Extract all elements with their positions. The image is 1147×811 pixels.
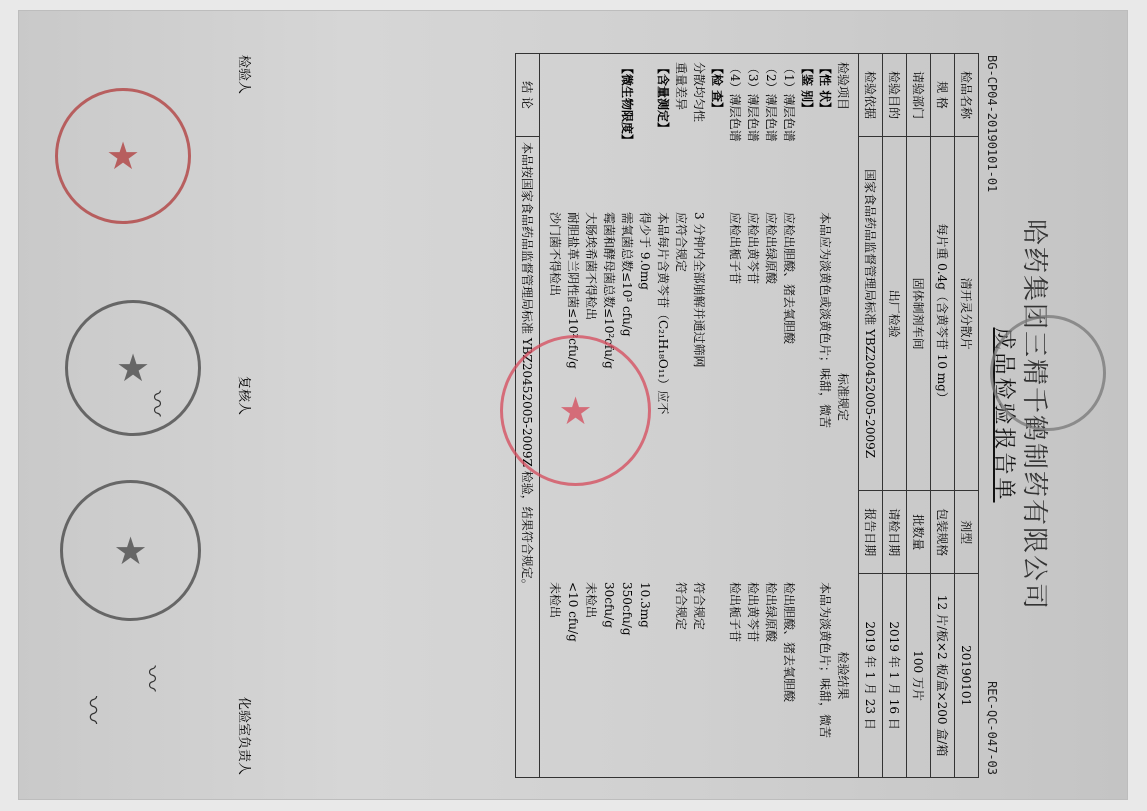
row-standard: 应符合规定 bbox=[674, 212, 688, 273]
row-standard: 应检出黄芩苷 bbox=[746, 212, 760, 285]
result-row bbox=[762, 62, 780, 769]
red-qc-stamp bbox=[55, 88, 191, 224]
row-result: 检出栀子苷 bbox=[728, 582, 742, 643]
basis-value: 国家食品药品监督管理局标准 YBZ20452005-2009Z bbox=[859, 137, 883, 491]
result-row bbox=[780, 62, 798, 769]
form-code: REC-QC-047-03 bbox=[985, 681, 999, 775]
row-result bbox=[798, 582, 816, 769]
row-result: 检出绿原酸 bbox=[764, 582, 778, 643]
row-result: 未检出 bbox=[548, 582, 562, 619]
row-standard: 本品每片含黄芩苷（C₂₁H₁₈O₁₁）应不 bbox=[656, 212, 670, 415]
report-date: 2019 年 1 月 23 日 bbox=[859, 574, 883, 778]
row-item: （3）薄层色谱 bbox=[746, 62, 760, 142]
gray-qa-stamp bbox=[65, 300, 201, 436]
row-result: <10 cfu/g bbox=[566, 582, 580, 642]
request-date-label: 请检日期 bbox=[883, 491, 907, 574]
package-label: 包装规格 bbox=[931, 491, 955, 574]
spec-value: 每片重 0.4g（含黄芩苷 10 mg） bbox=[931, 137, 955, 491]
lot-no: 20190101 bbox=[955, 574, 979, 778]
row-item bbox=[582, 62, 600, 212]
row-standard: 需氧菌总数≤10³ cfu/g bbox=[620, 212, 634, 337]
basis-label: 检验依据 bbox=[859, 54, 883, 137]
row-item: 【含量测定】 bbox=[656, 62, 670, 135]
row-standard: 耐胆盐革兰阴性菌≤10²cfu/g bbox=[566, 212, 580, 369]
row-item bbox=[600, 62, 618, 212]
row-standard: 3 分钟内全部崩解并通过筛网 bbox=[692, 212, 706, 368]
row-item bbox=[546, 62, 564, 212]
spec-label: 规 格 bbox=[931, 54, 955, 137]
row-item: 【鉴 别】 bbox=[800, 62, 814, 115]
result-row bbox=[708, 62, 726, 769]
product-name-label: 检品名称 bbox=[955, 54, 979, 137]
result-row bbox=[744, 62, 762, 769]
result-row bbox=[798, 62, 816, 769]
row-result: 未检出 bbox=[584, 582, 598, 619]
row-result bbox=[708, 582, 726, 769]
dept-label: 请验部门 bbox=[907, 54, 931, 137]
result-row bbox=[672, 62, 690, 769]
signature-mark: 〰 bbox=[135, 665, 166, 692]
row-result: 350cfu/g bbox=[620, 582, 634, 636]
request-date: 2019 年 1 月 16 日 bbox=[883, 574, 907, 778]
row-result: 30cfu/g bbox=[602, 582, 616, 628]
row-standard: 沙门菌不得检出 bbox=[548, 212, 562, 297]
row-standard bbox=[798, 212, 816, 582]
purpose-label: 检验目的 bbox=[883, 54, 907, 137]
batch-label: 批数量 bbox=[907, 491, 931, 574]
row-item: 【检 查】 bbox=[710, 62, 724, 115]
row-standard: 大肠埃希菌不得检出 bbox=[584, 212, 598, 321]
result-row bbox=[816, 62, 834, 769]
doc-code: BG-CP04-20190101-01 bbox=[985, 55, 999, 193]
product-name: 清开灵分散片 bbox=[955, 137, 979, 491]
row-item: （1）薄层色谱 bbox=[782, 62, 796, 142]
row-result bbox=[654, 582, 672, 769]
row-result: 10.3mg bbox=[638, 582, 652, 628]
col-result: 检验结果 bbox=[836, 651, 850, 700]
col-item: 检验项目 bbox=[836, 62, 850, 111]
row-item bbox=[564, 62, 582, 212]
approver-label: 化验室负责人 bbox=[236, 696, 251, 775]
signature-mark: 〰 bbox=[76, 695, 110, 725]
gray-round-stamp bbox=[990, 315, 1106, 431]
row-result: 检出胆酸、猪去氧胆酸 bbox=[782, 582, 796, 703]
star-icon: ★ bbox=[115, 346, 151, 390]
red-seal-stamp bbox=[500, 335, 651, 486]
col-standard: 标准规定 bbox=[836, 372, 850, 421]
report-title: 成品检验报告单 bbox=[991, 327, 1016, 503]
row-result: 检出黄芩苷 bbox=[746, 582, 760, 643]
row-standard: 霉菌和酵母菌总数≤10²cfu/g bbox=[602, 212, 616, 369]
conclusion-text: 本品按国家食品药品监督管理局标准 YBZ20452005-2009Z 检验，结果符合规定。 bbox=[516, 137, 540, 778]
gray-release-stamp bbox=[60, 480, 201, 621]
star-icon: ★ bbox=[113, 528, 148, 573]
row-item: （4）薄层色谱 bbox=[728, 62, 742, 142]
company-name: 哈药集团三精千鹤制药有限公司 bbox=[1019, 218, 1049, 611]
package-value: 12 片/板×2 板/盒×200 盒/箱 bbox=[931, 574, 955, 778]
result-row bbox=[690, 62, 708, 769]
result-row bbox=[654, 62, 672, 769]
row-result: 符合规定 bbox=[674, 582, 688, 631]
star-icon: ★ bbox=[558, 388, 593, 433]
purpose-value: 出厂检验 bbox=[883, 137, 907, 491]
star-icon: ★ bbox=[105, 134, 141, 178]
form-label: 剂型 bbox=[955, 491, 979, 574]
batch-value: 100 万片 bbox=[907, 574, 931, 778]
dept-value: 固体制剂车间 bbox=[907, 137, 931, 491]
row-standard: 应检出胆酸、猪去氧胆酸 bbox=[782, 212, 796, 345]
result-row bbox=[726, 62, 744, 769]
row-item: 分散均匀性 bbox=[692, 62, 706, 123]
row-item bbox=[636, 62, 654, 212]
row-item: （2）薄层色谱 bbox=[764, 62, 778, 142]
row-result: 本品为淡黄色片；味甜，微苦 bbox=[818, 582, 832, 739]
row-standard: 本品应为淡黄色或淡黄色片；味甜，微苦 bbox=[818, 212, 832, 429]
conclusion-label: 结 论 bbox=[516, 54, 540, 137]
row-item: 【性 状】 bbox=[818, 62, 832, 115]
row-standard: 应检出栀子苷 bbox=[728, 212, 742, 285]
row-standard: 得少于 9.0mg bbox=[638, 212, 652, 290]
row-result: 符合规定 bbox=[692, 582, 706, 631]
report-date-label: 报告日期 bbox=[859, 491, 883, 574]
row-item: 重量差异 bbox=[674, 62, 688, 111]
reviewer-label: 复核人 bbox=[236, 375, 251, 415]
column-headers bbox=[834, 62, 852, 769]
row-standard: 应检出绿原酸 bbox=[764, 212, 778, 285]
checker-label: 检验人 bbox=[236, 55, 251, 95]
row-standard bbox=[708, 212, 726, 582]
signature-mark: 〰 bbox=[140, 390, 171, 417]
row-item: 【微生物限度】 bbox=[620, 62, 634, 147]
signature-row bbox=[236, 55, 255, 775]
